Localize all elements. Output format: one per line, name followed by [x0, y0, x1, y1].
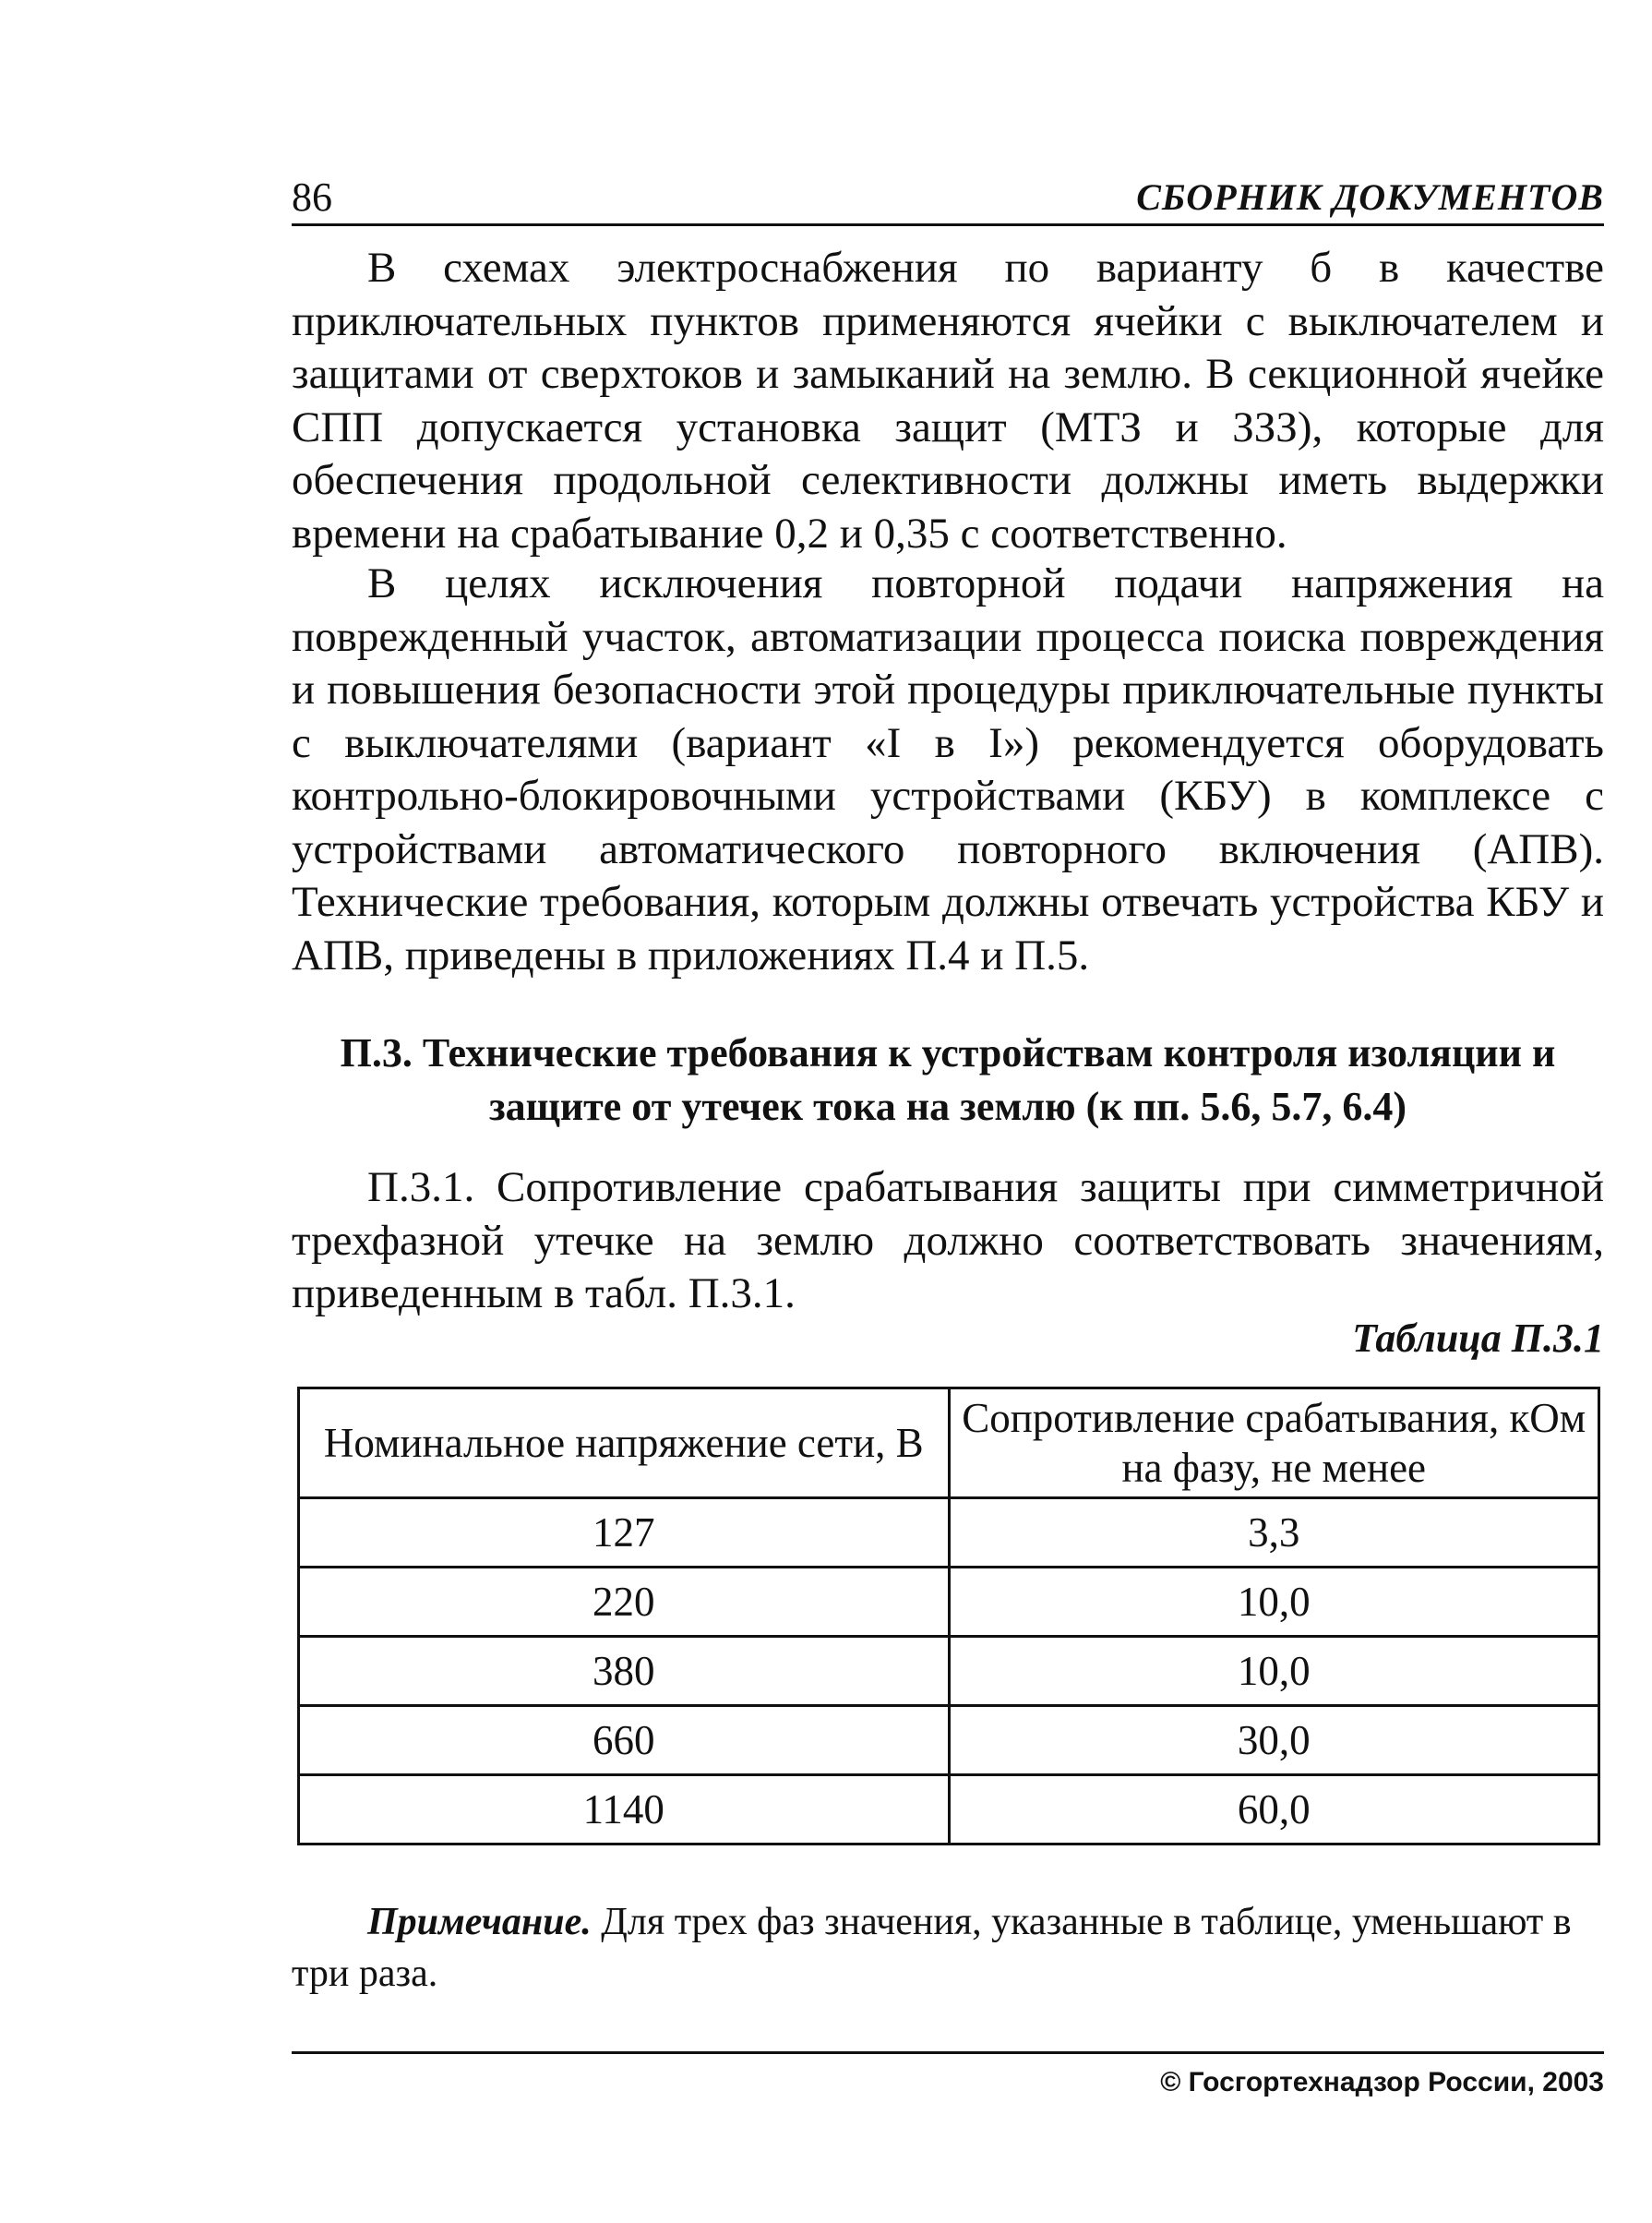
- table-row: [299, 1637, 1599, 1706]
- resistance-cell: 10,0: [949, 1568, 1599, 1637]
- footer-divider: [292, 2051, 1604, 2054]
- note-label: Примечание.: [367, 1901, 592, 1943]
- paragraph-switching-points: В схемах электроснабжения по варианту б в качестве приключательных пунктов применяются ячейки с выключателем и защитами от сверхтоков и замыканий на землю. В секционной ячейке СПП допускается установка защит (МТЗ и ЗЗЗ), которые для обеспечения продольной селективности должны иметь выдержки времени на срабатывание 0,2 и 0,35 с соответственно.: [292, 244, 1604, 558]
- resistance-cell: 10,0: [949, 1637, 1599, 1706]
- voltage-cell: 220: [299, 1568, 950, 1637]
- header-trip-resistance: Сопротивление срабатывания, кОм на фазу, не менее: [949, 1388, 1599, 1498]
- table-row: [299, 1775, 1599, 1844]
- section-heading: П.3. Технические требования к устройствам контроля изоляции и защите от утечек тока на землю (к пп. 5.6, 5.7, 6.4): [340, 1030, 1556, 1129]
- page-number: 86: [292, 174, 332, 220]
- collection-title: СБОРНИК ДОКУМЕНТОВ: [1136, 176, 1604, 218]
- voltage-cell: 1140: [299, 1775, 950, 1844]
- table-row: [299, 1568, 1599, 1637]
- note-text: Для трех фаз значения, указанные в таблице, уменьшают в три раза.: [292, 1901, 1572, 1995]
- footer-copyright: © Госгортехнадзор России, 2003: [1160, 2067, 1604, 2097]
- resistance-cell: 60,0: [949, 1775, 1599, 1844]
- voltage-cell: 660: [299, 1706, 950, 1775]
- table-row: [299, 1706, 1599, 1775]
- paragraph-p3-1: П.3.1. Сопротивление срабатывания защиты при симметричной трехфазной утечке на землю должно соответствовать значениям, приведенным в табл. П.3.1.: [292, 1163, 1604, 1317]
- voltage-cell: 127: [299, 1498, 950, 1568]
- header-nominal-voltage: Номинальное напряжение сети, В: [299, 1388, 950, 1498]
- resistance-table: [297, 1387, 1600, 1845]
- resistance-cell: 30,0: [949, 1706, 1599, 1775]
- table-header-row: [299, 1388, 1599, 1498]
- table-row: [299, 1498, 1599, 1568]
- paragraph-kbu-apv: В целях исключения повторной подачи напряжения на поврежденный участок, автоматизации процесса поиска повреждения и повышения безопасности этой процедуры приключательные пункты с выключателями (вариант «I в I») рекомендуется оборудовать контрольно-блокировочными устройствами (КБУ) в комплексе с устройствами автоматического повторного включения (АПВ). Технические требования, которым должны отвечать устройства КБУ и АПВ, приведены в приложениях П.4 и П.5.: [292, 559, 1604, 979]
- voltage-cell: 380: [299, 1637, 950, 1706]
- table-caption: Таблица П.3.1: [1352, 1316, 1604, 1361]
- resistance-cell: 3,3: [949, 1498, 1599, 1568]
- running-header: [292, 172, 1604, 226]
- table-note: [292, 1896, 1604, 2000]
